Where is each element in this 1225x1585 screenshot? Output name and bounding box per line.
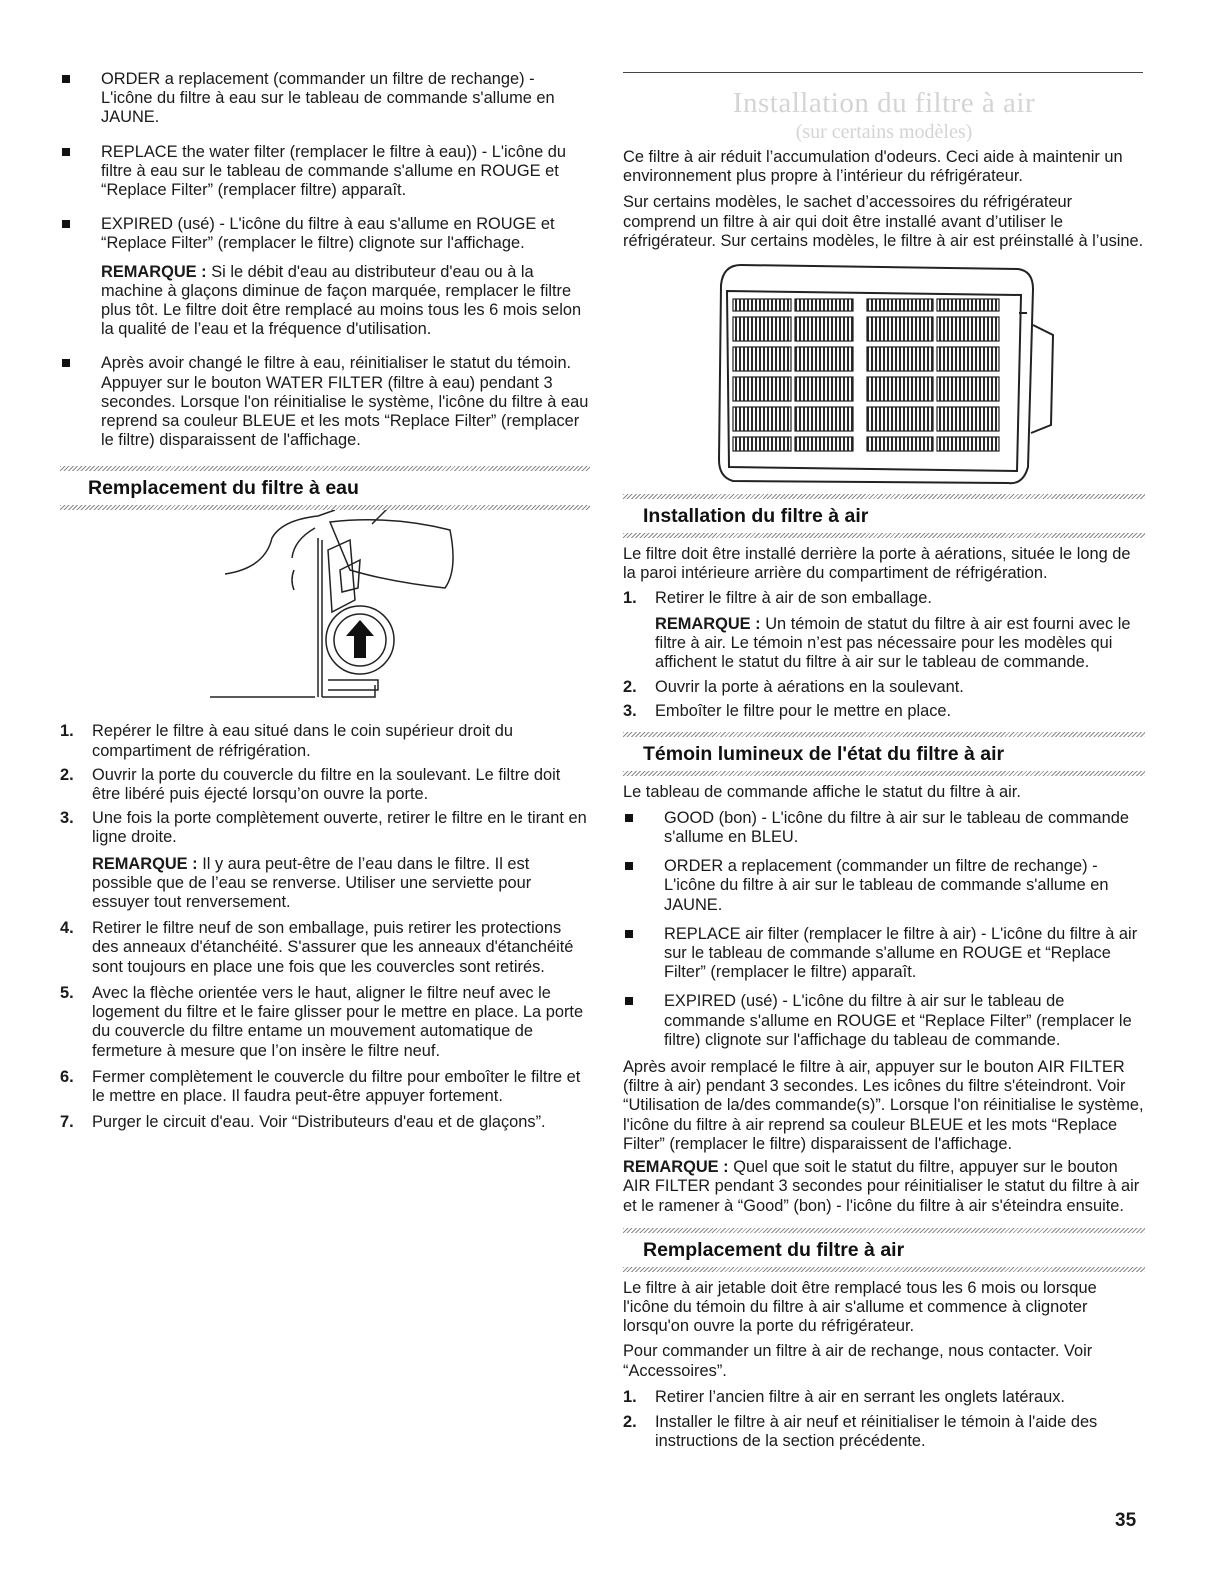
section-header: [623, 732, 1145, 776]
step-item: [60, 722, 590, 760]
bullet-text: EXPIRED (usé) - L'icône du filtre à eau s'allume en ROUGE et “Replace Filter” (remplacer le filtre) clignote sur l'affichage.: [101, 215, 555, 253]
step-text: Une fois la porte complètement ouverte, retirer le filtre en le tirant en ligne droite.: [92, 809, 587, 847]
step-item: [60, 766, 590, 804]
section-header: [623, 494, 1145, 538]
section-title: Installation du filtre à air: [643, 505, 869, 528]
section-paragraph: Le tableau de commande affiche le statut du filtre à air.: [623, 782, 1021, 801]
section-header: [60, 466, 590, 510]
note-text: Un témoin de statut du filtre à air est fourni avec le filtre à air. Le témoin n’est pas nécessaire pour les modèles qui affichent le statut du filtre à air sur le tableau de commande.: [655, 614, 1131, 672]
list-item: [60, 354, 590, 450]
intro-paragraph: Sur certains modèles, le sachet d’accessoires du réfrigérateur comprend un filtre à air qui doit être installé avant d’utiliser le réfrigérateur. Sur certains modèles, le filtre à air est préinstallé à l’usine.: [623, 193, 1144, 250]
step-text: Emboîter le filtre pour le mettre en place.: [655, 702, 952, 721]
ghost-title: Installation du filtre à air: [732, 87, 1036, 119]
bullet-text: REPLACE the water filter (remplacer le filtre à eau)) - L'icône du filtre à eau sur le tableau de commande s'allume en ROUGE et “Replace Filter” (remplacer filtre) apparaît.: [101, 142, 566, 200]
step-number: 1.: [60, 722, 74, 741]
note-label: REMARQUE :: [101, 262, 207, 281]
bullet-square-icon: [625, 862, 633, 870]
water-filter-drawing: [60, 510, 590, 718]
step-item: [60, 1068, 590, 1106]
note-paragraph: [655, 615, 1145, 673]
step-number: 2.: [60, 765, 74, 784]
step-item: [60, 809, 590, 912]
hatch-rule: [623, 533, 1145, 538]
list-item: [60, 143, 590, 201]
hatch-rule: [623, 771, 1145, 776]
step-text: Retirer le filtre à air de son emballage.: [655, 589, 932, 608]
list-item: [623, 809, 1145, 847]
water-filter-illustration: [60, 510, 590, 718]
section-title: Remplacement du filtre à eau: [88, 477, 359, 500]
intro-paragraph: Ce filtre à air réduit l’accumulation d'odeurs. Ceci aide à maintenir un environnement plus propre à l’intérieur du réfrigérateur.: [623, 148, 1123, 186]
step-item: [60, 1113, 590, 1132]
step-text: Avec la flèche orientée vers le haut, aligner le filtre neuf avec le logement du filtre et le faire glisser pour le mettre en place. La porte du couvercle du filtre entame un mouvement automatique de fermeture à mesure que l’on insère le filtre neuf.: [92, 983, 584, 1060]
hatch-rule: [623, 1267, 1145, 1272]
step-text: Fermer complètement le couvercle du filtre pour emboîter le filtre et le mettre en place. Il faudra peut-être appuyer fortement.: [92, 1067, 581, 1105]
bullet-square-icon: [62, 148, 70, 156]
step-item: [623, 1388, 1145, 1407]
note-text: Quel que soit le statut du filtre, appuyer sur le bouton AIR FILTER pendant 3 secondes pour réinitialiser le statut du filtre à air et le ramener à “Good” (bon) - l'icône du filtre à air s'éteindra ensuite.: [623, 1158, 1140, 1215]
step-text: Repérer le filtre à eau situé dans le coin supérieur droit du compartiment de réfrigération.: [92, 722, 513, 760]
step-text: Ouvrir la porte à aérations en la soulevant.: [655, 678, 964, 697]
bullet-text: ORDER a replacement (commander un filtre de rechange) - L'icône du filtre à air sur le tableau de commande s'allume en JAUNE.: [664, 857, 1109, 914]
section-header: [623, 1228, 1145, 1272]
page-number: 35: [1115, 1510, 1137, 1531]
note-paragraph: [92, 855, 590, 913]
step-text: Retirer l’ancien filtre à air en serrant les onglets latéraux.: [655, 1387, 1065, 1406]
note-label: REMARQUE :: [623, 1158, 729, 1177]
step-number: 2.: [623, 678, 637, 697]
step-number: 1.: [623, 1387, 637, 1406]
step-text: Ouvrir la porte du couvercle du filtre en la soulevant. Le filtre doit être libéré puis éjecté lorsqu’on ouvre la porte.: [92, 765, 561, 804]
step-item: [60, 984, 590, 1061]
list-item: [60, 70, 590, 128]
bullet-square-icon: [625, 814, 633, 822]
step-item: [623, 702, 1145, 721]
bullet-square-icon: [625, 997, 633, 1005]
step-number: 3.: [60, 809, 74, 828]
bullet-text: Après avoir changé le filtre à eau, réinitialiser le statut du témoin. Appuyer sur le bouton WATER FILTER (filtre à eau) pendant 3 secondes. Lorsque l'on réinitialise le système, l'icône du filtre à eau reprend sa couleur BLEUE et les mots “Replace Filter” (remplacer le filtre) disparaissent de l'affichage.: [101, 354, 589, 450]
list-item: [623, 857, 1145, 915]
step-text: Retirer le filtre neuf de son emballage, puis retirer les protections des anneaux d'étanchéité. S'assurer que les anneaux d'étanchéité sont toujours en place une fois que les couvercles sont retirés.: [92, 919, 574, 976]
step-text: Installer le filtre à air neuf et réinitialiser le témoin à l'aide des instructions de la section précédente.: [655, 1412, 1098, 1451]
step-item: [623, 589, 1145, 672]
list-item: [623, 925, 1145, 983]
bullet-square-icon: [62, 220, 70, 228]
note-text: Si le débit d'eau au distributeur d'eau ou à la machine à glaçons diminue de façon marquée, remplacer le filtre plus tôt. Le filtre doit être remplacé au moins tous les 6 mois selon la qualité de l’eau et la fréquence d'utilisation.: [101, 262, 582, 339]
list-item: [623, 992, 1145, 1050]
section-paragraph: Le filtre à air jetable doit être remplacé tous les 6 mois ou lorsque l'icône du témoin du filtre à air s'allume et commence à clignoter lorsqu'on ouvre la porte du réfrigérateur.: [623, 1278, 1097, 1336]
bullet-text: GOOD (bon) - L'icône du filtre à air sur le tableau de commande s'allume en BLEU.: [664, 808, 1130, 847]
bullet-square-icon: [62, 75, 70, 83]
step-number: 7.: [60, 1113, 74, 1132]
step-number: 3.: [623, 702, 637, 721]
note-label: REMARQUE :: [655, 614, 761, 633]
left-column: [60, 0, 590, 1132]
step-number: 6.: [60, 1067, 74, 1086]
ghost-subtitle: (sur certains modèles): [795, 121, 973, 143]
bullet-square-icon: [625, 930, 633, 938]
bullet-text: EXPIRED (usé) - L'icône du filtre à air sur le tableau de commande s'allume en ROUGE et “Replace Filter” (remplacer le filtre) clignote sur l'affichage du tableau de commande.: [664, 992, 1132, 1049]
step-number: 1.: [623, 589, 637, 608]
bullet-text: ORDER a replacement (commander un filtre de rechange) - L'icône du filtre à eau sur le tableau de commande s'allume en JAUNE.: [101, 70, 555, 127]
bullet-text: REPLACE air filter (remplacer le filtre à air) - L'icône du filtre à air sur le tableau de commande s'allume en ROUGE et “Replace Filter” (remplacer le filtre) apparaît.: [664, 924, 1138, 982]
step-number: 5.: [60, 983, 74, 1002]
section-paragraph: Le filtre doit être installé derrière la porte à aérations, située le long de la paroi intérieure arrière du compartiment de réfrigération.: [623, 545, 1131, 583]
step-number: 2.: [623, 1412, 637, 1431]
note-paragraph: [101, 263, 590, 340]
section-title: Remplacement du filtre à air: [643, 1238, 905, 1261]
step-item: [60, 919, 590, 977]
note-label: REMARQUE :: [92, 854, 198, 873]
list-item: [60, 215, 590, 339]
bullet-square-icon: [62, 359, 70, 367]
step-text: Purger le circuit d'eau. Voir “Distributeurs d'eau et de glaçons”.: [92, 1113, 546, 1132]
air-filter-illustration: [623, 255, 1145, 490]
ghost-heading: [623, 86, 1145, 144]
section-title: Témoin lumineux de l'état du filtre à air: [643, 742, 1005, 765]
note-text: Il y aura peut-être de l’eau dans le filtre. Il est possible que de l’eau se renverse. Utiliser une serviette pour essuyer tout renversement.: [92, 854, 532, 912]
section-paragraph: Après avoir remplacé le filtre à air, appuyer sur le bouton AIR FILTER (filtre à air) pendant 3 secondes. Les icônes du filtre s'éteindront. Voir “Utilisation de la/des commande(s)”. Lorsque l'on réinitialise le système, l'icône du filtre à air reprend sa couleur BLEUE et les mots “Replace Filter” (remplacer le filtre) disparaissent de l'affichage.: [623, 1058, 1144, 1153]
step-number: 4.: [60, 919, 74, 938]
right-column: [623, 0, 1145, 1451]
note-paragraph: [623, 1158, 1145, 1216]
step-item: [623, 1413, 1145, 1451]
air-filter-drawing: [623, 255, 1145, 490]
section-paragraph: Pour commander un filtre à air de rechange, nous contacter. Voir “Accessoires”.: [623, 1342, 1093, 1380]
step-item: [623, 678, 1145, 697]
